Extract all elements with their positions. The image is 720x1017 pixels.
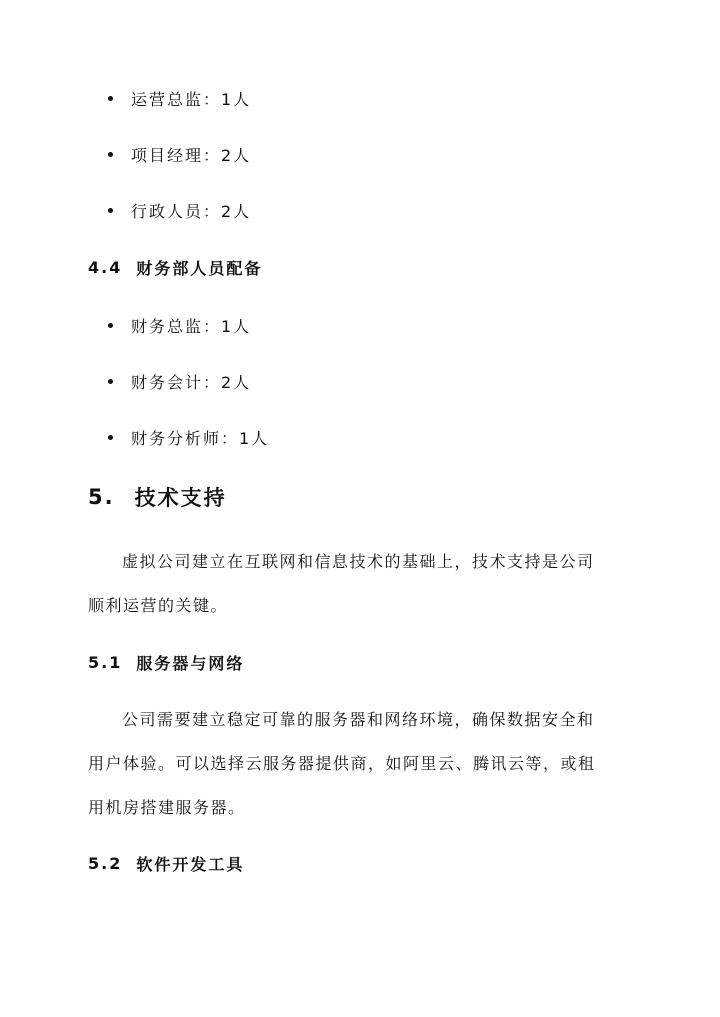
list-item-ops-director bbox=[108, 86, 251, 110]
section-number: 5. bbox=[88, 485, 115, 509]
list-item-admin-staff bbox=[108, 198, 251, 222]
list-item-financial-analyst bbox=[108, 425, 269, 449]
list-item-text: 财务总监：1人 bbox=[131, 316, 252, 336]
bullet-icon bbox=[108, 208, 113, 213]
section-title: 财务部人员配备 bbox=[136, 258, 263, 278]
section-heading-5-1 bbox=[88, 649, 244, 675]
paragraph-line: 用机房搭建服务器。 bbox=[88, 798, 246, 817]
bullet-icon bbox=[108, 435, 113, 440]
paragraph-line: 公司需要建立稳定可靠的服务器和网络环境，确保数据安全和 bbox=[122, 710, 595, 729]
section-number: 4.4 bbox=[88, 257, 123, 277]
bullet-icon bbox=[108, 96, 113, 101]
section-heading-4-4 bbox=[88, 254, 262, 280]
bullet-icon bbox=[108, 152, 113, 157]
list-item-text: 运营总监：1人 bbox=[131, 89, 252, 109]
section-title: 技术支持 bbox=[134, 486, 227, 510]
bullet-icon bbox=[108, 323, 113, 328]
paragraph-line: 用户体验。可以选择云服务器提供商，如阿里云、腾讯云等，或租 bbox=[88, 754, 596, 773]
section-number: 5.2 bbox=[88, 853, 123, 873]
list-item-accountant bbox=[108, 369, 251, 393]
list-item-project-manager bbox=[108, 142, 251, 166]
list-item-text: 财务分析师：1人 bbox=[131, 428, 270, 448]
section-title: 服务器与网络 bbox=[136, 653, 245, 673]
list-item-finance-director bbox=[108, 313, 251, 337]
bullet-icon bbox=[108, 379, 113, 384]
list-item-text: 财务会计：2人 bbox=[131, 372, 252, 392]
section-heading-5-2 bbox=[88, 850, 244, 876]
paragraph-line: 虚拟公司建立在互联网和信息技术的基础上，技术支持是公司 bbox=[122, 552, 595, 571]
list-item-text: 行政人员：2人 bbox=[131, 201, 252, 221]
section-number: 5.1 bbox=[88, 652, 123, 672]
paragraph-line: 顺利运营的关键。 bbox=[88, 596, 229, 615]
section-title: 软件开发工具 bbox=[136, 854, 245, 874]
list-item-text: 项目经理：2人 bbox=[131, 145, 252, 165]
section-heading-5 bbox=[88, 481, 227, 513]
